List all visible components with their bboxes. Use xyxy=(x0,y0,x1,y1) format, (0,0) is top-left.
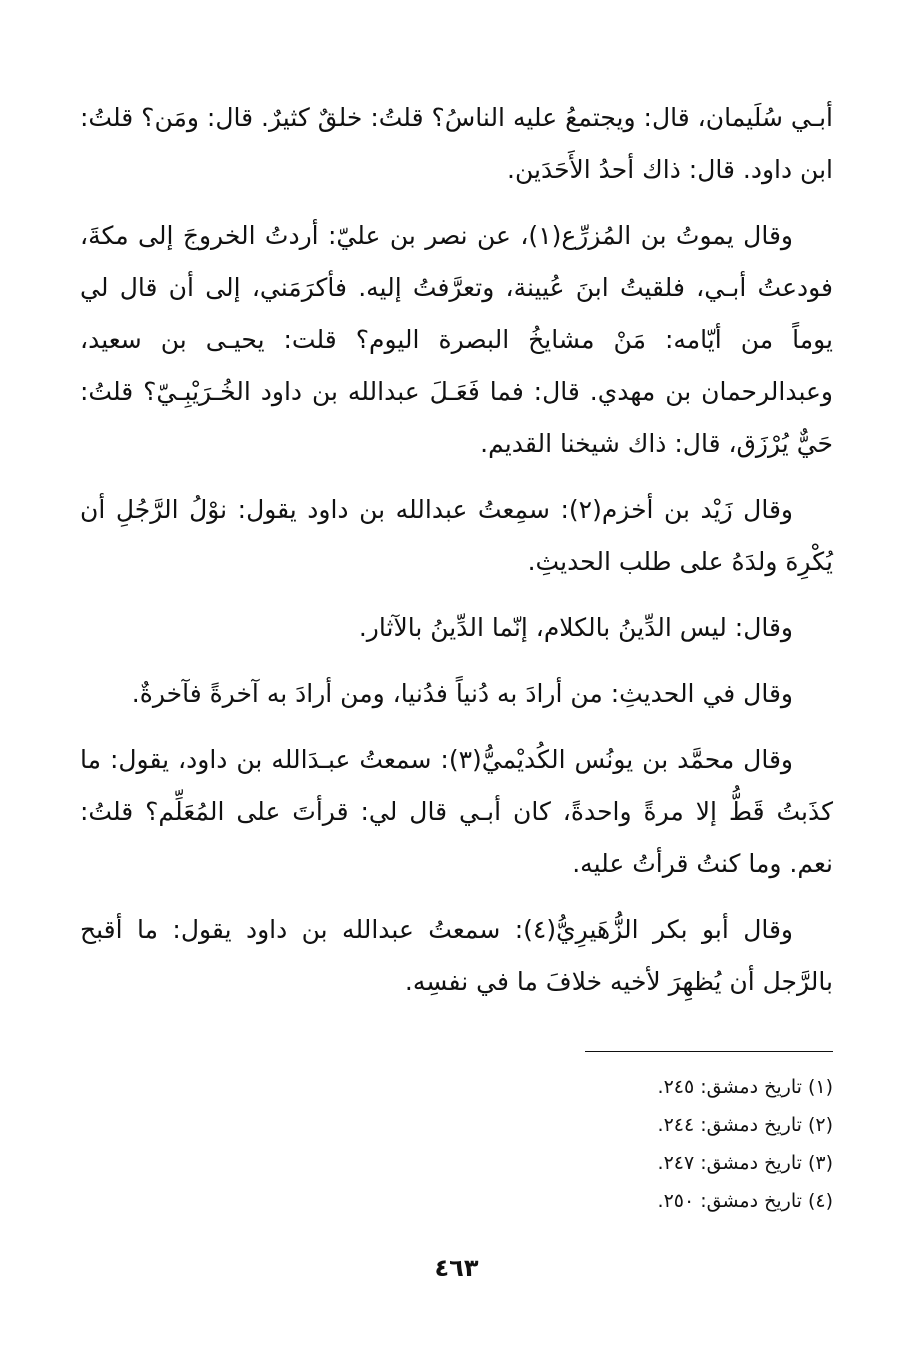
footnote-3: (٣) تاريخ دمشق: ٢٤٧. xyxy=(657,1152,833,1174)
page-number: ٤٦٣ xyxy=(434,1254,479,1282)
paragraph-2: وقال يموتُ بن المُزرِّع(١)، عن نصر بن عليّ: أردتُ الخروجَ إلى مكةَ، فودعتُ أبـي، فلقيتُ ابنَ عُيينة، وتعرَّفتُ إليه. فأكرَمَني، إلى أن قال لي يوماً من أيّامه: مَنْ مشايخُ البصرة اليوم؟ قلت: يحيـى بن سعيد، وعبدالرحمان بن مهدي. قال: فما فَعَـلَ عبدالله بن داود الخُـرَيْبِـيّ؟ قلتُ: حَيٌّ يُرْزَق، قال: ذاك شيخنا القديم. xyxy=(80,221,833,458)
footnote-1: (١) تاريخ دمشق: ٢٤٥. xyxy=(657,1076,833,1098)
footnotes xyxy=(80,1068,833,1220)
footnote-4: (٤) تاريخ دمشق: ٢٥٠. xyxy=(657,1190,833,1212)
main-text xyxy=(80,92,833,1008)
paragraph-5: وقال في الحديثِ: من أرادَ به دُنياً فدُنيا، ومن أرادَ به آخرةً فآخرةٌ. xyxy=(131,679,793,708)
paragraph-6: وقال محمَّد بن يونُس الكُديْميُّ(٣): سمعتُ عبـدَالله بن داود، يقول: ما كذَبتُ قَطُّ إلا مرةً واحدةً، كان أبـي قال لي: قرأتَ على المُعَلِّم؟ قلتُ: نعم. وما كنتُ قرأتُ عليه. xyxy=(80,745,833,878)
footnote-divider xyxy=(585,1051,833,1052)
paragraph-1: أبـي سُلَيمان، قال: ويجتمعُ عليه الناسُ؟ قلتُ: خلقٌ كثيرٌ. قال: ومَن؟ قلتُ: ابن داود. قال: ذاك أحدُ الأَحَدَين. xyxy=(80,103,833,184)
paragraph-3: وقال زَيْد بن أخزم(٢): سمِعتُ عبدالله بن داود يقول: نوْلُ الرَّجُلِ أن يُكْرِهَ ولدَهُ على طلب الحديثِ. xyxy=(80,495,833,576)
paragraph-7: وقال أبو بكر الزُّهَيرِيُّ(٤): سمعتُ عبدالله بن داود يقول: ما أقبح بالرَّجل أن يُظهِرَ لأخيه خلافَ ما في نفسِه. xyxy=(80,915,833,996)
footnote-2: (٢) تاريخ دمشق: ٢٤٤. xyxy=(657,1114,833,1136)
paragraph-4: وقال: ليس الدِّينُ بالكلام، إنّما الدِّينُ بالآثار. xyxy=(358,613,793,642)
